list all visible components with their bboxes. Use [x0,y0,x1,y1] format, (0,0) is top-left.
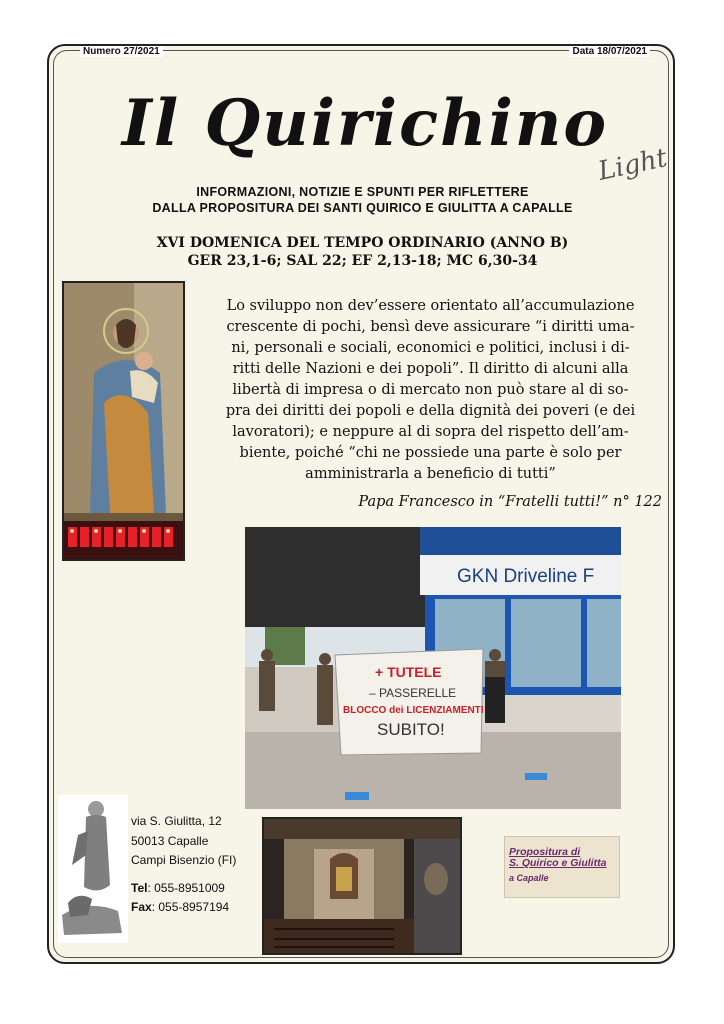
liturgy-heading [80,234,645,270]
church-interior-illustration [264,819,460,953]
quote-line: libertà di impresa o di mercato non può stare al di so- [232,382,629,398]
quote-line: lavoratori); e neppure al di sopra del rispetto dell’am- [232,424,629,440]
liturgy-readings: GER 23,1-6; SAL 22; EF 2,13-18; MC 6,30-34 [187,253,538,269]
protest-scene [245,527,621,809]
address-city: 50013 Capalle [131,833,209,848]
statue-illustration [58,795,128,943]
saint-giulitta-statue [58,795,128,943]
tel-label: Tel [131,880,148,895]
saint-joseph-illustration [64,283,183,559]
quote-line: Lo sviluppo non dev’essere orientato all’accumulazione [226,298,635,314]
quote-line: ritti delle Nazioni e dei popoli”. Il diritto di alcuni alla [232,361,629,377]
fax-number: : 055-8957194 [151,900,230,914]
quote-citation: Papa Francesco in “Fratelli tutti!” n° 122 [358,494,662,510]
logo-line-3: a Capalle [509,873,549,883]
banner-line-3: BLOCCO dei LICENZIAMENTI [343,705,484,716]
quote-line: crescente di pochi, bensì deve assicurare “i diritti uma- [226,319,635,335]
issue-number: Numero 27/2021 [80,46,163,57]
subtitle-line: DALLA PROPOSITURA DEI SANTI QUIRICO E GIULITTA A CAPALLE [152,201,573,215]
fax-label: Fax [131,900,152,914]
address-town: Campi Bisenzio (FI) [131,853,237,867]
issue-date: Data 18/07/2021 [569,46,650,57]
liturgy-title: XVI DOMENICA DEL TEMPO ORDINARIO (ANNO B) [156,235,569,251]
logo-line-2: S. Quirico e Giulitta [509,857,607,869]
quote-line: biente, poiché “chi ne possiede una parte è solo per [239,445,622,461]
tel-number: : 055-8951009 [147,880,225,895]
quote-line: amministrarla a beneficio di tutti” [305,466,556,482]
banner-line-1: + TUTELE [375,664,442,680]
church-interior-photo [262,817,462,955]
masthead-suffix: Light [595,143,670,187]
phone-line [131,879,236,899]
parish-address [131,812,236,918]
protest-photo [245,527,621,809]
quote-line: pra dei diritti dei popoli e della dignità dei poveri (e dei [225,403,636,419]
pope-quote [198,296,663,485]
banner-line-4: SUBITO! [377,720,445,739]
masthead-subtitle [80,184,645,216]
address-street: via S. Giulitta, 12 [131,814,222,828]
masthead-title: Il Quirichino [121,86,609,161]
quote-line: ni, personali e sociali, economici e politici, inclusi i di- [231,340,630,356]
banner-line-2: – PASSERELLE [369,686,457,700]
company-sign: GKN Driveline F [457,566,595,587]
saint-joseph-photo [62,281,185,561]
parish-logo [504,836,620,898]
logo-line-1: Propositura di [509,846,581,858]
subtitle-line: INFORMAZIONI, NOTIZIE E SPUNTI PER RIFLETTERE [196,185,529,199]
fax-line [131,898,236,918]
